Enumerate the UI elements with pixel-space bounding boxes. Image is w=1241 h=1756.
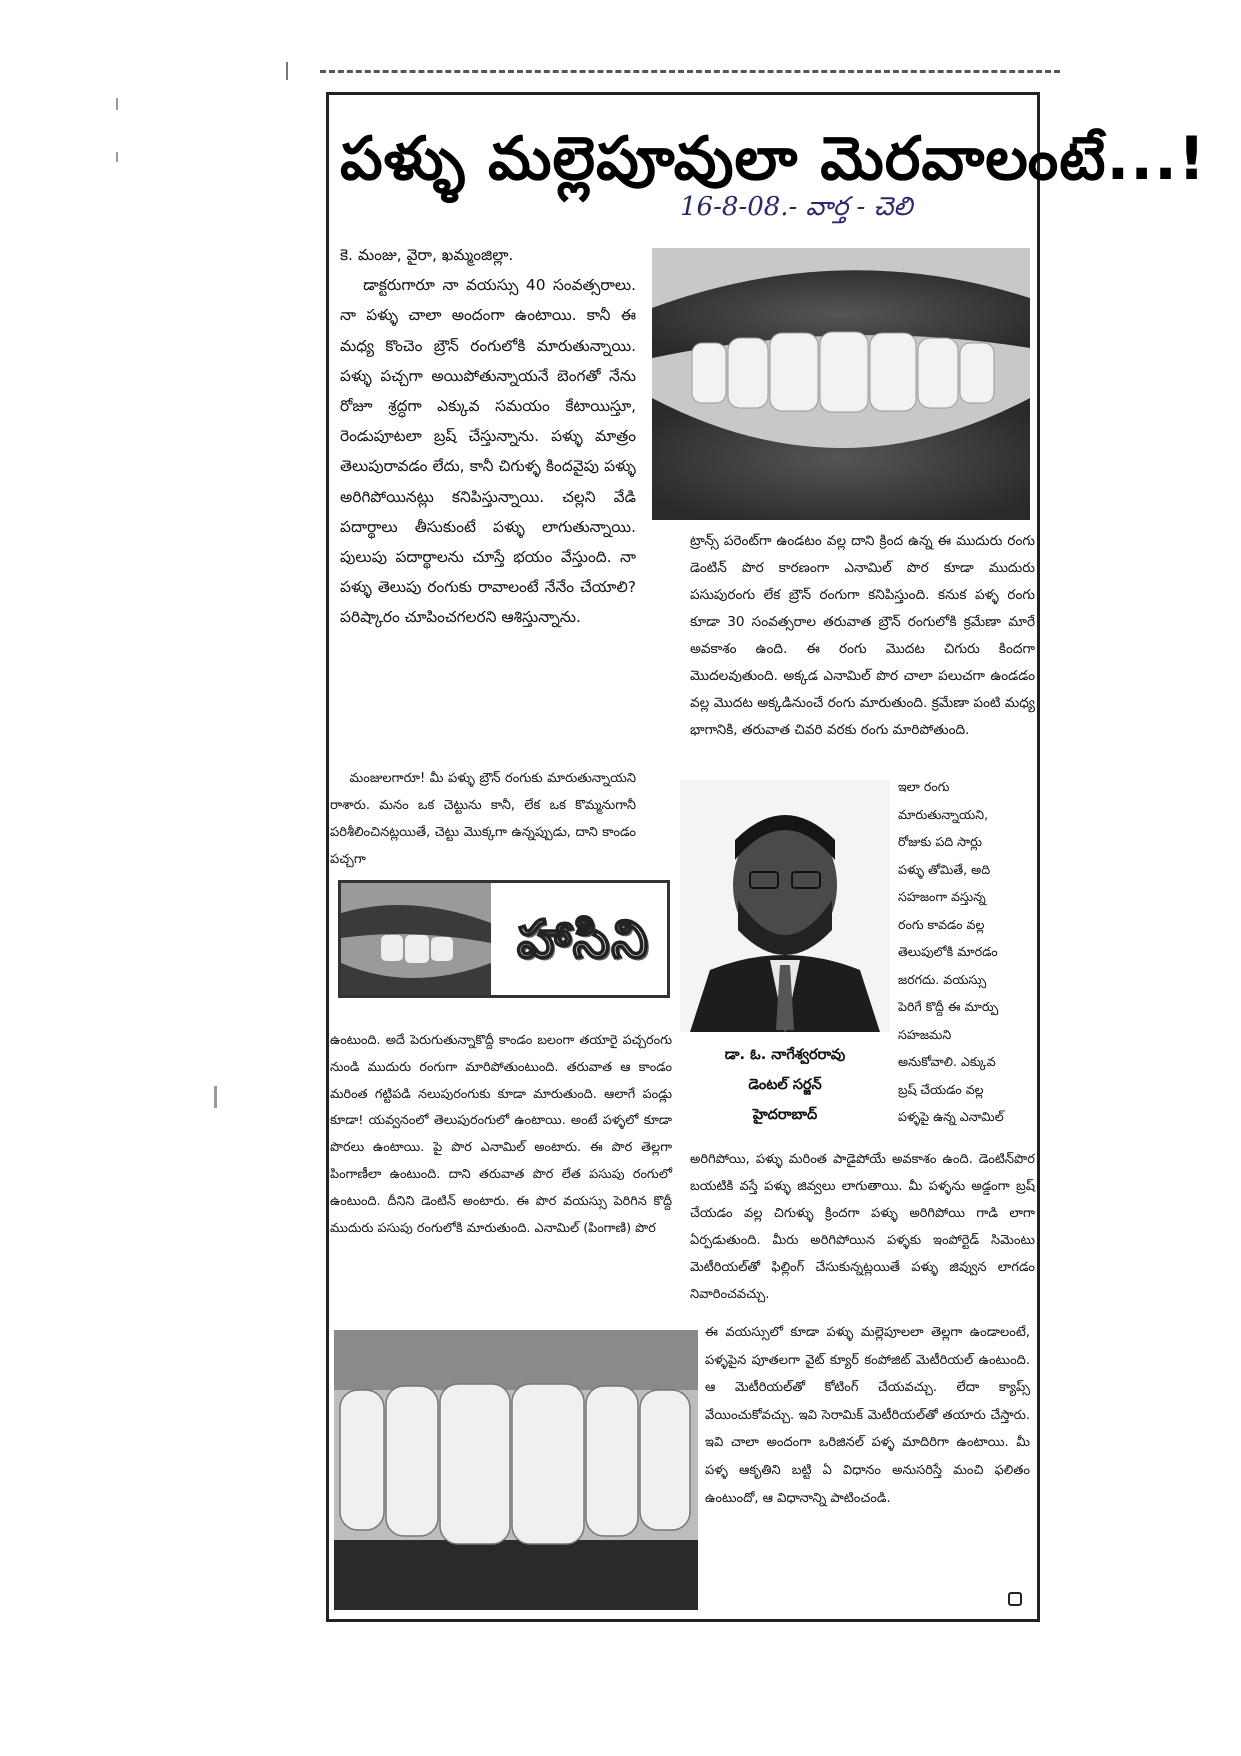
doctor-city: హైదరాబాద్ (752, 1107, 818, 1123)
smiling-lips-photo (652, 248, 1030, 520)
margin-tick (214, 1086, 217, 1108)
clipping-cut-line (320, 70, 1060, 79)
answer-column-left-middle: ఉంటుంది. అదే పెరుగుతున్నాకొద్దీ కాండం బలంగా తయారై పచ్చరంగు నుండి ముదురు రంగుగా మారిపోతుంటుంది. తరువాత ఆ కాండం మరింత గట్టిపడి నలుపురంగుకు కూడా మారుతుంది. ఆలాగే పండ్లు కూడా! యవ్వనంలో తెలుపురంగులో ఉంటాయి. అంటే పళ్ళలో కూడా పొరలు ఉంటాయి. పై పొర ఎనామిల్ అంటారు. ఈ పొర తెల్లగా పింగాణీలా ఉంటుంది. దాని తరువాత పొర లేత పసుపు రంగులో ఉంటుంది. దీనిని డెంటిన్ అంటారు. ఈ పొర వయస్సు పెరిగిన కొద్దీ ముదురు పసుపు రంగులోకి మారుతుంది. ఎనామిల్ (పింగాణి) పొర (330, 1033, 672, 1236)
answer-column-side: ఇలా రంగు మారుతున్నాయని, రోజుకు పది సార్లు పళ్ళు తోమితే, అది సహజంగా వస్తున్న రంగు కావడం వల్ల తెలుపులోకి మారడం జరగదు. వయస్సు పెరిగే కొద్దీ ఈ మార్పు సహజమని అనుకోవాలి. ఎక్కువ బ్రష్ చేయడం వల్ల పళ్ళపై ఉన్న ఎనామిల్ (898, 779, 1004, 1124)
clip-corner-mark (286, 62, 288, 80)
handwritten-date: 16-8-08.- వార్త - చెలి (680, 192, 913, 222)
question-column (340, 240, 636, 765)
doctor-portrait-photo (680, 780, 890, 1032)
reader-name: కె. మంజు, వైరా, ఖమ్మంజిల్లా. (340, 246, 514, 264)
doctor-name: డా. ఓ. నాగేశ్వరరావు (724, 1047, 846, 1063)
answer-intro: మంజులగారూ! మీ పళ్ళు బ్రౌన్ రంగుకు మారుతున్నాయని రాశారు. మనం ఒక చెట్టును కానీ, లేక ఒక కొమ్మనుగానీ పరిశీలించినట్లయితే, చెట్టు మొక్కగా ఉన్నప్పుడు, దాని కాండం పచ్చగా (330, 771, 636, 867)
doctor-title: డెంటల్ సర్జన్ (748, 1077, 822, 1093)
answer-column-right-top: ట్రాన్స్ పరెంట్‌గా ఉండటం వల్ల దాని క్రింద ఉన్న ఈ ముదురు రంగు డెంటిన్ పొర కారణంగా ఎనామిల్ పొర కూడా ముదురు పసుపురంగు లేక బ్రౌన్ రంగుగా కనిపిస్తుంది. కనుక పళ్ళ రంగు కూడా 30 సంవత్సరాల తరువాత బ్రౌన్ రంగులోకి క్రమేణా మారే అవకాశం ఉంది. ఈ రంగు మొదట చిగురు కిందగా మొదలవుతుంది. అక్కడ ఎనామిల్ పొర చాలా పలుచగా ఉండడం వల్ల మొదట అక్కడినుంచే రంగు మారుతుంది. క్రమేణా పంటి మధ్య భాగానికి, తరువాత చివరి వరకు రంగు మారిపోతుంది. (690, 533, 1035, 738)
teeth-closeup-photo (334, 1330, 698, 1610)
article-headline: పళ్ళు మల్లెపూవులా మెరవాలంటే...! (340, 124, 1207, 194)
margin-tick (116, 152, 118, 162)
margin-tick (116, 98, 118, 110)
article-end-square-icon (1008, 1592, 1022, 1606)
doctor-caption (680, 1040, 890, 1130)
answer-conclusion: ఈ వయస్సులో కూడా పళ్ళు మల్లెపూలలా తెల్లగా ఉండాలంటే, పళ్ళపైన పూతలగా వైట్ క్యూర్ కంపోజిట్ మెటీరియల్ ఉంటుంది. ఆ మెటీరియల్‌తో కోటింగ్ చేయవచ్చు. లేదా క్యాప్స్ వేయించుకోవచ్చు. ఇవి సెరామిక్ మెటీరియల్‌తో తయారు చేస్తారు. ఇవి చాలా అందంగా ఒరిజినల్ పళ్ళ మాదిరిగా ఉంటాయి. మీ పళ్ళ ఆకృతిని బట్టి ఏ విధానం అనుసరిస్తే మంచి ఫలితం ఉంటుందో, ఆ విధానాన్ని పాటించండి. (705, 1325, 1030, 1506)
reader-question: డాక్టరుగారూ నా వయస్సు 40 సంవత్సరాలు. నా పళ్ళు చాలా అందంగా ఉంటాయి. కానీ ఈ మధ్య కొంచెం బ్రౌన్ రంగులోకి మారుతున్నాయి. పళ్ళు పచ్చగా అయిపోతున్నాయనే బెంగతో నేను రోజూ శ్రద్ధగా ఎక్కువ సమయం కేటాయిస్తూ, రెండుపూటలా బ్రష్ చేస్తున్నాను. పళ్ళు మాత్రం తెలుపురావడం లేదు, కానీ చిగుళ్ళ కిందవైపు పళ్ళు అరిగిపోయినట్లు కనిపిస్తున్నాయి. చల్లని వేడి పదార్థాలు తీసుకుంటే పళ్ళు లాగుతున్నాయి. పులుపు పదార్థాలను చూస్తే భయం వేస్తుంది. నా పళ్ళు తెలుపు రంగుకు రావాలంటే నేనేం చేయాలి? పరిష్కారం చూపించగలరని ఆశిస్తున్నాను. (340, 276, 636, 627)
answer-column-right-middle: అరిగిపోయి, పళ్ళు మరింత పాడైపోయే అవకాశం ఉంది. డెంటిన్‌పొర బయటికి వస్తే పళ్ళు జివ్వలు లాగుతాయి. మీ పళ్ళను అడ్డంగా బ్రష్ చేయడం వల్ల చిగుళ్ళు క్రిందగా పళ్ళు అరిగిపోయి గాడి లాగా ఏర్పడుతుంది. మీరు అరిగిపోయిన పళ్ళకు ఇంపోర్టెడ్ సిమెంటు మెటీరియల్‌తో ఫిల్లింగ్ చేసుకున్నట్లయితే పళ్ళు జివ్వున లాగడం నివారించవచ్చు. (690, 1152, 1035, 1302)
hasini-logo-text: హాసిని (517, 910, 650, 970)
hasini-logo-box (338, 880, 670, 998)
